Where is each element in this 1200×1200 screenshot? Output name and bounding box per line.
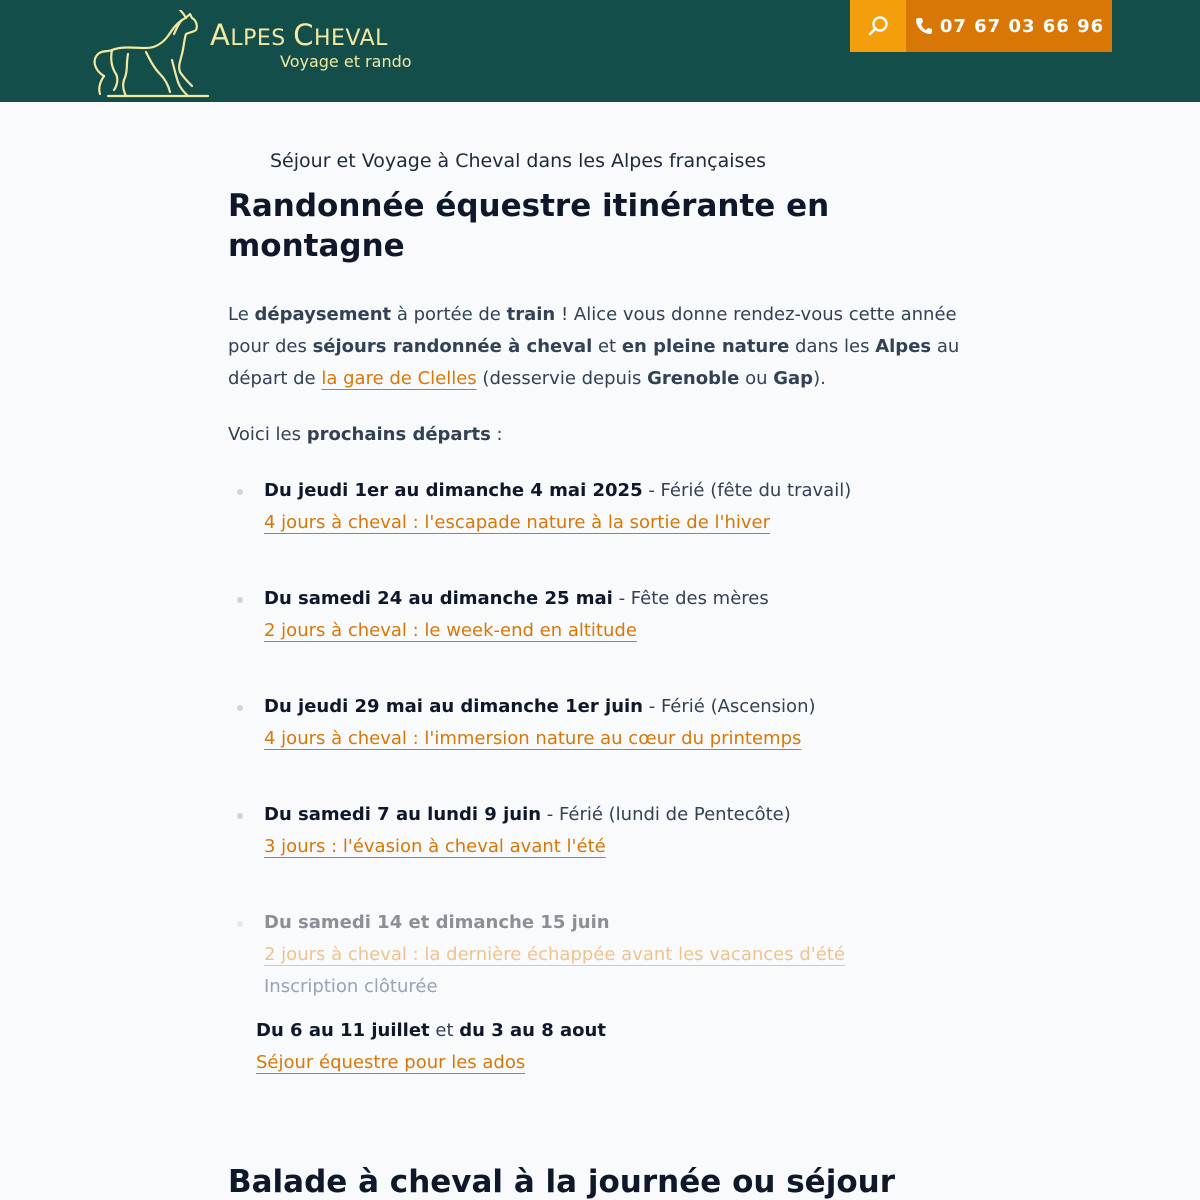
departure-date: Du jeudi 1er au dimanche 4 mai 2025 (264, 480, 643, 501)
departure-date: Du samedi 7 au lundi 9 juin (264, 804, 542, 825)
page-title: Randonnée équestre itinérante en montagne (228, 188, 830, 264)
list-item (228, 691, 968, 755)
search-icon (867, 15, 889, 37)
departure-note: - Férié (Ascension) (643, 696, 816, 717)
departure-link[interactable]: 4 jours à cheval : l'escapade nature à la sortie de l'hiver (264, 512, 770, 533)
teen-stay-block: Du 6 au 11 juillet et du 3 au 8 aout Séjour équestre pour les ados (256, 1020, 606, 1073)
departures-list (228, 475, 968, 1003)
phone-number: 07 67 03 66 96 (939, 15, 1105, 37)
list-item-closed (228, 907, 968, 1003)
departure-date: Du jeudi 29 mai au dimanche 1er juin (264, 696, 643, 717)
page-tagline: Séjour et Voyage à Cheval dans les Alpes françaises (270, 150, 767, 172)
site-header (0, 0, 1200, 102)
departure-note: - Fête des mères (612, 588, 769, 609)
logo-title: ALPES CHEVAL (210, 18, 388, 52)
departures-intro: Voici les prochains départs : (228, 424, 503, 445)
horse-logo-icon (88, 10, 212, 98)
site-logo[interactable] (88, 8, 418, 100)
intro-paragraph: Le dépaysement à portée de train ! Alice vous donne rendez-vous cette année pour des séjours randonnée à cheval et en pleine nature dans les Alpes au départ de la gare de Clelles (desservie depuis Grenoble ou Gap). (228, 304, 960, 389)
departure-date: Du samedi 14 et dimanche 15 juin (264, 912, 610, 933)
list-item (228, 799, 968, 863)
search-button[interactable] (850, 0, 906, 52)
departure-note: - Férié (lundi de Pentecôte) (541, 804, 791, 825)
departure-note: - Férié (fête du travail) (642, 480, 852, 501)
phone-icon (914, 16, 934, 36)
list-item (228, 583, 968, 647)
teen-stay-link[interactable]: Séjour équestre pour les ados (256, 1052, 526, 1073)
main-content (228, 146, 968, 1079)
registration-closed-status: Inscription clôturée (264, 976, 438, 997)
departure-link[interactable]: 2 jours à cheval : la dernière échappée avant les vacances d'été (264, 944, 845, 965)
section-title: Balade à cheval à la journée ou séjour (228, 1164, 895, 1200)
clelles-station-link[interactable]: la gare de Clelles (321, 368, 477, 389)
departure-date: Du samedi 24 au dimanche 25 mai (264, 588, 613, 609)
list-item (228, 475, 968, 539)
logo-subtitle: Voyage et rando (280, 52, 412, 71)
departure-link[interactable]: 3 jours : l'évasion à cheval avant l'été (264, 836, 606, 857)
phone-button[interactable] (906, 0, 1112, 52)
departure-link[interactable]: 4 jours à cheval : l'immersion nature au cœur du printemps (264, 728, 802, 749)
departure-link[interactable]: 2 jours à cheval : le week-end en altitude (264, 620, 637, 641)
